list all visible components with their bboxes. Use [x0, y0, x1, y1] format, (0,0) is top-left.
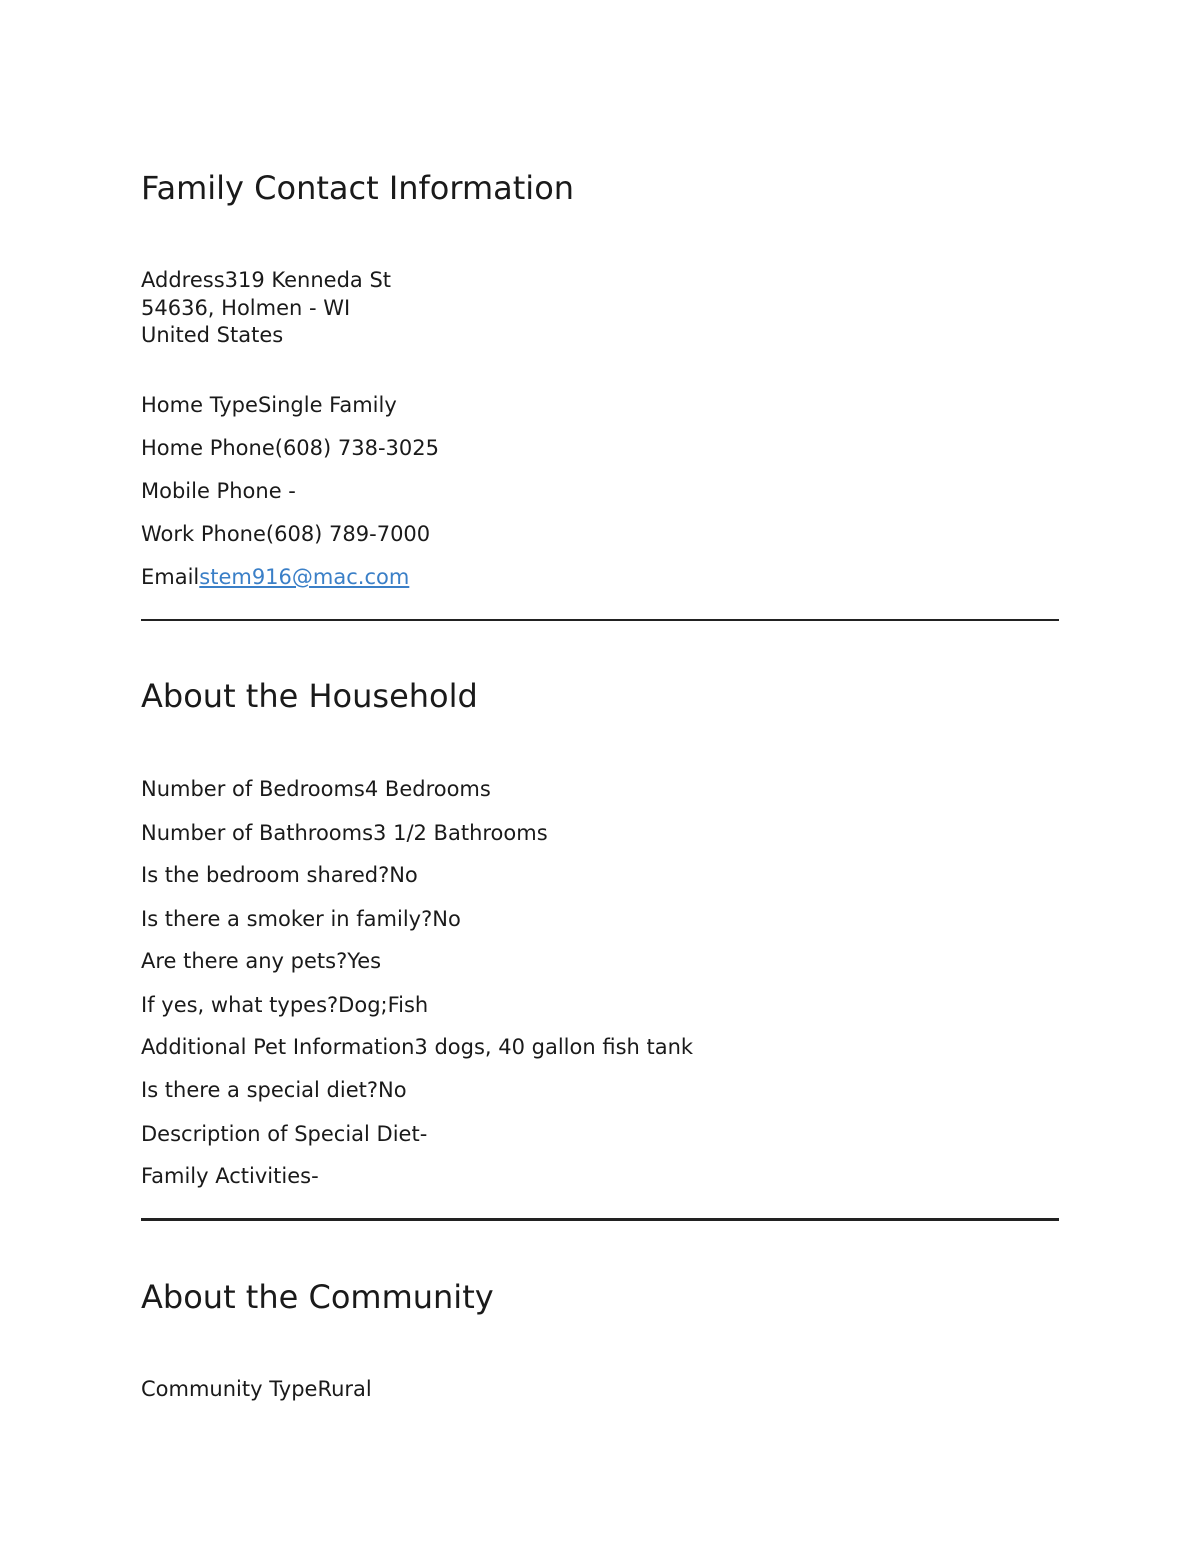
field-label: Additional Pet Information — [141, 1035, 415, 1059]
field-label: Is the bedroom shared? — [141, 863, 390, 887]
field-label: Are there any pets? — [141, 949, 348, 973]
field-value: No — [378, 1078, 407, 1102]
field-home-phone — [141, 434, 439, 462]
field-pet-info — [141, 1033, 693, 1061]
field-bathrooms — [141, 819, 548, 847]
section-divider — [141, 619, 1059, 621]
field-diet-description — [141, 1120, 427, 1148]
field-label: Number of Bedrooms — [141, 777, 365, 801]
field-value: No — [389, 863, 418, 887]
field-mobile-phone — [141, 477, 296, 505]
field-email — [141, 563, 409, 591]
field-label: Community Type — [141, 1377, 318, 1401]
field-value: Yes — [347, 949, 382, 973]
field-label: Home Type — [141, 393, 258, 417]
address-label: Address — [141, 268, 225, 292]
field-community-type — [141, 1375, 372, 1403]
email-label: Email — [141, 565, 200, 589]
field-special-diet — [141, 1076, 407, 1104]
field-label: Is there a smoker in family? — [141, 907, 433, 931]
field-value: (608) 738-3025 — [274, 436, 439, 460]
field-value: Dog;Fish — [338, 993, 429, 1017]
field-value: No — [432, 907, 461, 931]
field-value: (608) 789-7000 — [265, 522, 431, 546]
section-divider — [141, 1218, 1059, 1221]
field-label: Description of Special Diet — [141, 1122, 420, 1146]
address-block — [141, 267, 391, 350]
contact-heading: Family Contact Information — [141, 169, 575, 207]
field-value: Single Family — [257, 393, 397, 417]
field-home-type — [141, 391, 397, 419]
field-label: Work Phone — [141, 522, 266, 546]
field-value: Rural — [317, 1377, 372, 1401]
field-bedroom-shared — [141, 861, 418, 889]
email-link[interactable]: stem916@mac.com — [199, 565, 410, 589]
field-value: - — [419, 1122, 428, 1146]
field-label: Family Activities — [141, 1164, 312, 1188]
household-heading: About the Household — [141, 677, 478, 715]
field-value: 4 Bedrooms — [364, 777, 491, 801]
field-pet-types — [141, 991, 428, 1019]
field-label: If yes, what types? — [141, 993, 339, 1017]
address-line-1 — [141, 267, 391, 295]
address-street: 319 Kenneda St — [224, 268, 392, 292]
field-smoker — [141, 905, 461, 933]
field-value: 3 dogs, 40 gallon fish tank — [414, 1035, 694, 1059]
field-bedrooms — [141, 775, 491, 803]
field-value: 3 1/2 Bathrooms — [373, 821, 548, 845]
field-label: Mobile Phone — [141, 479, 282, 503]
field-label: Home Phone — [141, 436, 275, 460]
field-value: - — [281, 479, 296, 503]
field-work-phone — [141, 520, 430, 548]
field-value: - — [311, 1164, 319, 1188]
address-line-3: United States — [141, 323, 284, 347]
address-line-2: 54636, Holmen - WI — [141, 295, 351, 320]
field-label: Number of Bathrooms — [141, 821, 374, 845]
field-label: Is there a special diet? — [141, 1078, 378, 1102]
field-pets — [141, 947, 381, 975]
field-family-activities — [141, 1162, 319, 1190]
community-heading: About the Community — [141, 1278, 494, 1316]
